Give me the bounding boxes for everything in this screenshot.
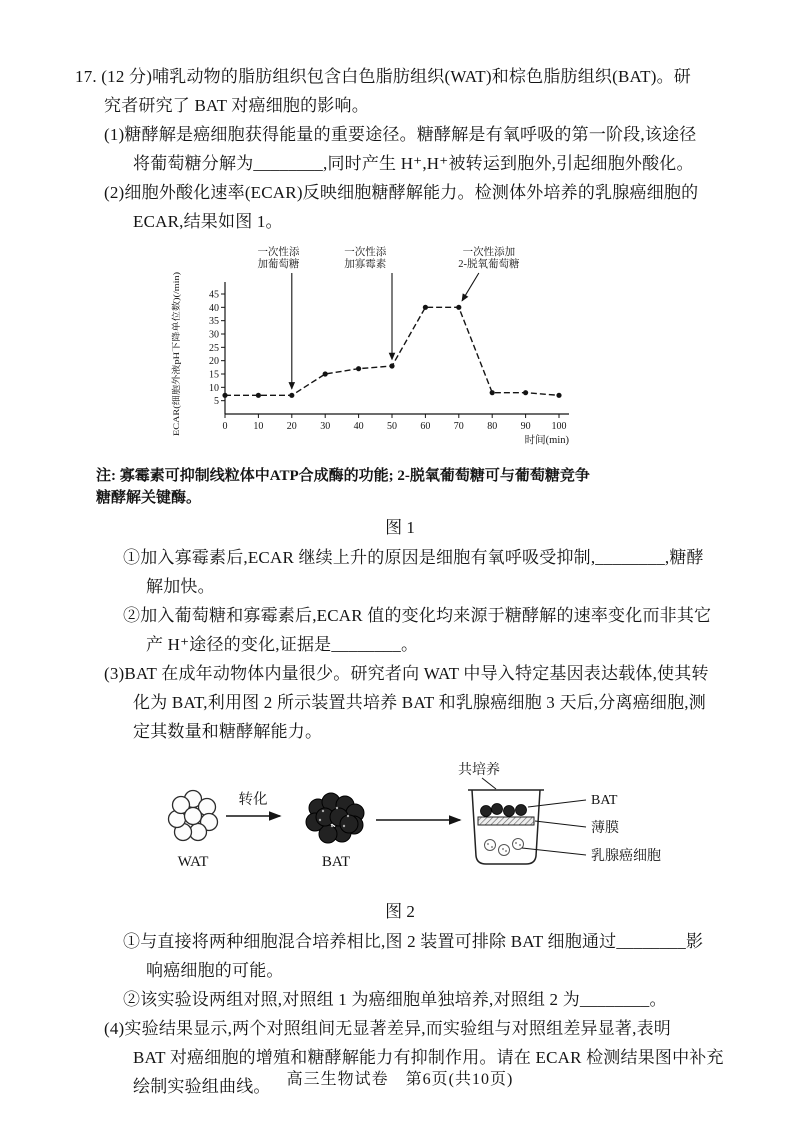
svg-text:一次性添: 一次性添	[344, 247, 387, 258]
svg-text:加寡霉素: 加寡霉素	[344, 259, 387, 270]
svg-text:50: 50	[387, 421, 397, 432]
svg-text:10: 10	[253, 421, 264, 432]
part-2-line-2: ECAR,结果如图 1。	[133, 212, 283, 231]
svg-text:ECAR(细胞外液pH下降单位数)(/min): ECAR(细胞外液pH下降单位数)(/min)	[171, 299, 181, 436]
svg-text:5: 5	[214, 396, 219, 408]
svg-text:70: 70	[453, 421, 464, 432]
svg-text:2-脱氧葡萄糖: 2-脱氧葡萄糖	[458, 259, 520, 270]
svg-text:20: 20	[286, 421, 297, 432]
co-culture-label: 共培养	[458, 763, 500, 778]
bat-pointer-label: BAT	[591, 793, 618, 808]
circle-3-line-1: ①与直接将两种细胞混合培养相比,图 2 装置可排除 BAT 细胞通过________影	[123, 932, 704, 951]
part-4-line-1: (4)实验结果显示,两个对照组间无显著差异,而实验组与对照组差异显著,表明	[104, 1019, 671, 1038]
svg-text:15: 15	[209, 369, 219, 381]
svg-text:40: 40	[353, 421, 364, 432]
svg-text:60: 60	[420, 421, 431, 432]
cancer-cells-label: 乳腺癌细胞	[591, 849, 661, 864]
part-3-line-1: (3)BAT 在成年动物体内量很少。研究者向 WAT 中导入特定基因表达载体,使其转	[104, 664, 709, 683]
svg-text:25: 25	[209, 342, 219, 354]
chart-note	[0, 465, 800, 509]
part-3-line-2: 化为 BAT,利用图 2 所示装置共培养 BAT 和乳腺癌细胞 3 天后,分离癌细胞,测	[133, 693, 706, 712]
membrane-leader-line	[535, 821, 586, 827]
cancer-cells-in-beaker	[485, 839, 524, 856]
part-4-line-3: 绘制实验组曲线。	[133, 1077, 271, 1096]
figure-2-caption: 图 2	[385, 902, 415, 921]
bat-label: BAT	[321, 854, 351, 870]
circle-4-line-1: ②该实验设两组对照,对照组 1 为癌细胞单独培养,对照组 2 为________。	[123, 990, 667, 1009]
question-17-line-1: 17. (12 分)哺乳动物的脂肪组织包含白色脂肪组织(WAT)和棕色脂肪组织(BAT)。研	[75, 67, 691, 86]
wat-cell-cluster	[169, 791, 218, 841]
ecar-chart-svg	[165, 240, 585, 452]
svg-text:一次性添: 一次性添	[257, 247, 300, 258]
transform-label: 转化	[238, 792, 268, 808]
circle-2-line-2: 产 H⁺途径的变化,证据是________。	[146, 635, 419, 654]
svg-text:40: 40	[209, 302, 219, 314]
svg-text:100: 100	[551, 421, 567, 432]
svg-text:时间(min): 时间(min)	[524, 435, 569, 446]
part-1-line-2: 将葡萄糖分解为________,同时产生 H⁺,H⁺被转运到胞外,引起细胞外酸化。	[133, 154, 694, 173]
svg-text:35: 35	[209, 316, 219, 328]
figure-1-caption: 图 1	[385, 518, 415, 537]
svg-text:30: 30	[209, 329, 219, 341]
part-4-line-2: BAT 对癌细胞的增殖和糖酵解能力有抑制作用。请在 ECAR 检测结果图中补充	[133, 1048, 724, 1067]
circle-1-line-1: ①加入寡霉素后,ECAR 继续上升的原因是细胞有氧呼吸受抑制,________,糖酵	[123, 548, 704, 567]
svg-text:45: 45	[209, 289, 219, 301]
membrane-band	[478, 817, 534, 825]
bat-cells-on-membrane	[481, 804, 527, 817]
page-footer: 高三生物试卷 第6页(共10页)	[286, 1071, 514, 1088]
chart-note-line-2: 糖酵解关键酶。	[96, 490, 202, 506]
svg-text:加葡萄糖: 加葡萄糖	[257, 259, 300, 270]
bat-leader-line	[528, 800, 586, 807]
circle-2-line-1: ②加入葡萄糖和寡霉素后,ECAR 值的变化均来源于糖酵解的速率变化而非其它	[123, 606, 712, 625]
svg-text:0: 0	[222, 421, 228, 432]
circle-3-line-2: 响癌细胞的可能。	[146, 961, 284, 980]
co-culture-leader-line	[482, 778, 496, 789]
figure-2	[118, 756, 800, 893]
cancer-leader-line	[522, 848, 586, 855]
part-3-line-3: 定其数量和糖酵解能力。	[133, 722, 323, 741]
svg-text:30: 30	[320, 421, 331, 432]
svg-text:80: 80	[487, 421, 498, 432]
chart-note-line-1: 注: 寡霉素可抑制线粒体中ATP合成酶的功能; 2-脱氧葡萄糖可与葡萄糖竞争	[96, 468, 590, 484]
svg-text:10: 10	[209, 382, 219, 394]
membrane-label: 薄膜	[591, 821, 619, 836]
ecar-line-chart	[165, 240, 800, 457]
part-2-line-1: (2)细胞外酸化速率(ECAR)反映细胞糖酵解能力。检测体外培养的乳腺癌细胞的	[104, 183, 699, 202]
bat-cell-cluster	[306, 793, 364, 843]
circle-1-line-2: 解加快。	[146, 577, 215, 596]
wat-label: WAT	[177, 854, 209, 870]
question-17-line-2: 究者研究了 BAT 对癌细胞的影响。	[104, 96, 369, 115]
part-1-line-1: (1)糖酵解是癌细胞获得能量的重要途径。糖酵解是有氧呼吸的第一阶段,该途径	[104, 125, 697, 144]
svg-text:20: 20	[209, 356, 219, 368]
figure-2-svg	[118, 756, 738, 888]
svg-text:一次性添加: 一次性添加	[462, 247, 516, 258]
svg-text:90: 90	[520, 421, 531, 432]
coculture-beaker	[468, 790, 544, 864]
